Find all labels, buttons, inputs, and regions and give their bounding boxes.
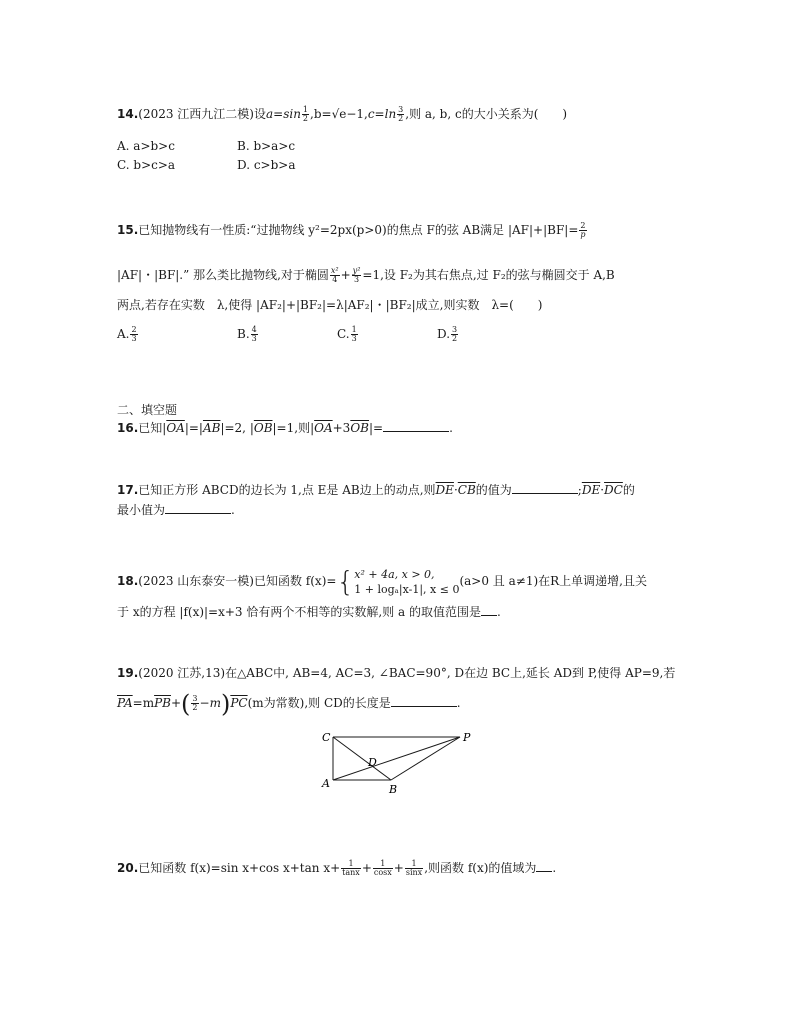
q14-a-def: a=sin — [265, 107, 301, 121]
vec-ob: $\overline{OB}$ — [253, 421, 273, 435]
vec-ab: $\overline{AB}$ — [202, 421, 221, 435]
section-heading: 二、填空题 — [117, 403, 178, 417]
q15-plus: + — [340, 268, 351, 282]
q15-line3: 两点,若存在实数 λ,使得 |AF₂|+|BF₂|=λ|AF₂|・|BF₂|成立,则实数 λ=( ) — [117, 298, 543, 312]
q18-number: 18. — [117, 574, 139, 588]
label-p: P — [463, 731, 471, 744]
q14-number: 14. — [117, 107, 139, 121]
q19-answer-blank[interactable] — [391, 695, 457, 707]
q15-line2 — [117, 267, 615, 284]
q20-stem: 20.已知函数 f(x)=sin x+cos x+tan x+ $\frac{1}{\tan x}$ + $\frac{1}{\cos x}$ + $\frac{1}{\sin x}$ ,则函数 f(x)的值域为 . — [117, 859, 557, 877]
q15-frac-y2: $\frac{\text{y²}}{3}$ — [352, 266, 361, 284]
q18-line1: 18.(2023 山东泰安一模)已知函数 f(x)={ x² + 4a, x > 0, 1 + logₐ|x-1|, x ≤ 0 (a>0 且 a≠1)在R上单调递增,且关 — [117, 564, 647, 598]
q14-tail: ,则 a, b, c的大小关系为( ) — [405, 107, 568, 121]
q18-line2: 于 x的方程 |f(x)|=x+3 恰有两个不相等的实数解,则 a 的取值范围是 . — [117, 605, 501, 619]
vec-oa: $\overline{OA}$ — [166, 421, 185, 435]
q14-option-b[interactable]: B. b>a>c — [237, 139, 296, 153]
q14-option-c[interactable]: C. b>c>a — [117, 158, 176, 172]
q14-stem — [117, 106, 567, 123]
q17-answer-blank-2[interactable] — [165, 502, 231, 514]
segment-ap — [333, 737, 460, 780]
q15-text1: 已知抛物线有一性质:“过抛物线 y²=2px(p>0)的焦点 F的弦 AB满足 |AF|+|BF|= — [138, 223, 579, 237]
q15-number: 15. — [117, 223, 139, 237]
label-b: B — [389, 783, 398, 796]
q15-text2a: |AF|・|BF|.” 那么类比抛物线,对于椭圆 — [117, 268, 329, 282]
q18-cases: x² + 4a, x > 0, 1 + logₐ|x-1|, x ≤ 0 — [354, 567, 460, 596]
q17-answer-blank-1[interactable] — [512, 482, 578, 494]
q16-answer-blank[interactable] — [383, 420, 449, 432]
q19-line1: 19.(2020 江苏,13)在△ABC中, AB=4, AC=3, ∠BAC=90°, D在边 BC上,延长 AD到 P,使得 AP=9,若 — [117, 666, 676, 680]
q14-option-d[interactable]: D. c>b>a — [237, 158, 296, 172]
q19-number: 19. — [117, 666, 139, 680]
q15-line1 — [117, 222, 588, 239]
q14-option-a[interactable]: A. a>b>c — [117, 139, 175, 153]
q19-frac: $\frac{3}{2}$ — [192, 694, 198, 712]
q15-text2b: =1,设 F₂为其右焦点,过 F₂的弦与椭圆交于 A,B — [362, 268, 615, 282]
q17-line2: 最小值为 . — [117, 503, 235, 517]
q15-frac-2p: $\frac{2}{p}$ — [580, 221, 586, 239]
q14-b-def: ,b=√e−1, — [310, 107, 368, 121]
q14-frac-half: $\frac{1}{2}$ — [302, 105, 309, 123]
q18-answer-blank[interactable] — [481, 604, 497, 616]
q17-number: 17. — [117, 483, 139, 497]
segment-cb — [333, 737, 391, 780]
q17-line1: 17.已知正方形 ABCD的边长为 1,点 E是 AB边上的动点,则$\overline{DE}\cdot\overline{CB}$的值为 $;\overline{DE}\cdot\overline{DC}$的 — [117, 483, 635, 497]
q20-number: 20. — [117, 861, 139, 875]
q15-option-a[interactable]: A. $\frac{2}{3}$ — [117, 325, 137, 343]
q14-c-def: c=ln — [367, 107, 397, 121]
q20-answer-blank[interactable] — [536, 860, 552, 872]
q14-source: (2023 江西九江二模)设 — [138, 107, 266, 121]
q15-option-d[interactable]: D. $\frac{3}{2}$ — [437, 325, 458, 343]
q15-option-c[interactable]: C. $\frac{1}{3}$ — [337, 325, 357, 343]
q16-stem: 16.已知$|\overline{OA}|=|\overline{AB}|=2$, $|\overline{OB}|=1$,则$|\overline{OA}+3\overline{OB}|=$ . — [117, 421, 453, 435]
q18-brace: { — [336, 564, 355, 598]
label-a: A — [322, 777, 330, 790]
q15-frac-x2: $\frac{\text{x²}}{4}$ — [330, 266, 339, 284]
label-c: C — [322, 731, 331, 744]
segment-bp — [391, 737, 460, 780]
q14-frac-c: $\frac{3}{2}$ — [398, 105, 404, 123]
q16-number: 16. — [117, 421, 139, 435]
label-d: D — [368, 756, 377, 769]
q19-line2: $\overline{PA}=m\overline{PB}+$( $\frac{3}{2}$ $-m)\overline{PC}(m$为常数),则 CD的长度是 . — [117, 689, 461, 718]
q15-option-b[interactable]: B. $\frac{4}{3}$ — [237, 325, 257, 343]
